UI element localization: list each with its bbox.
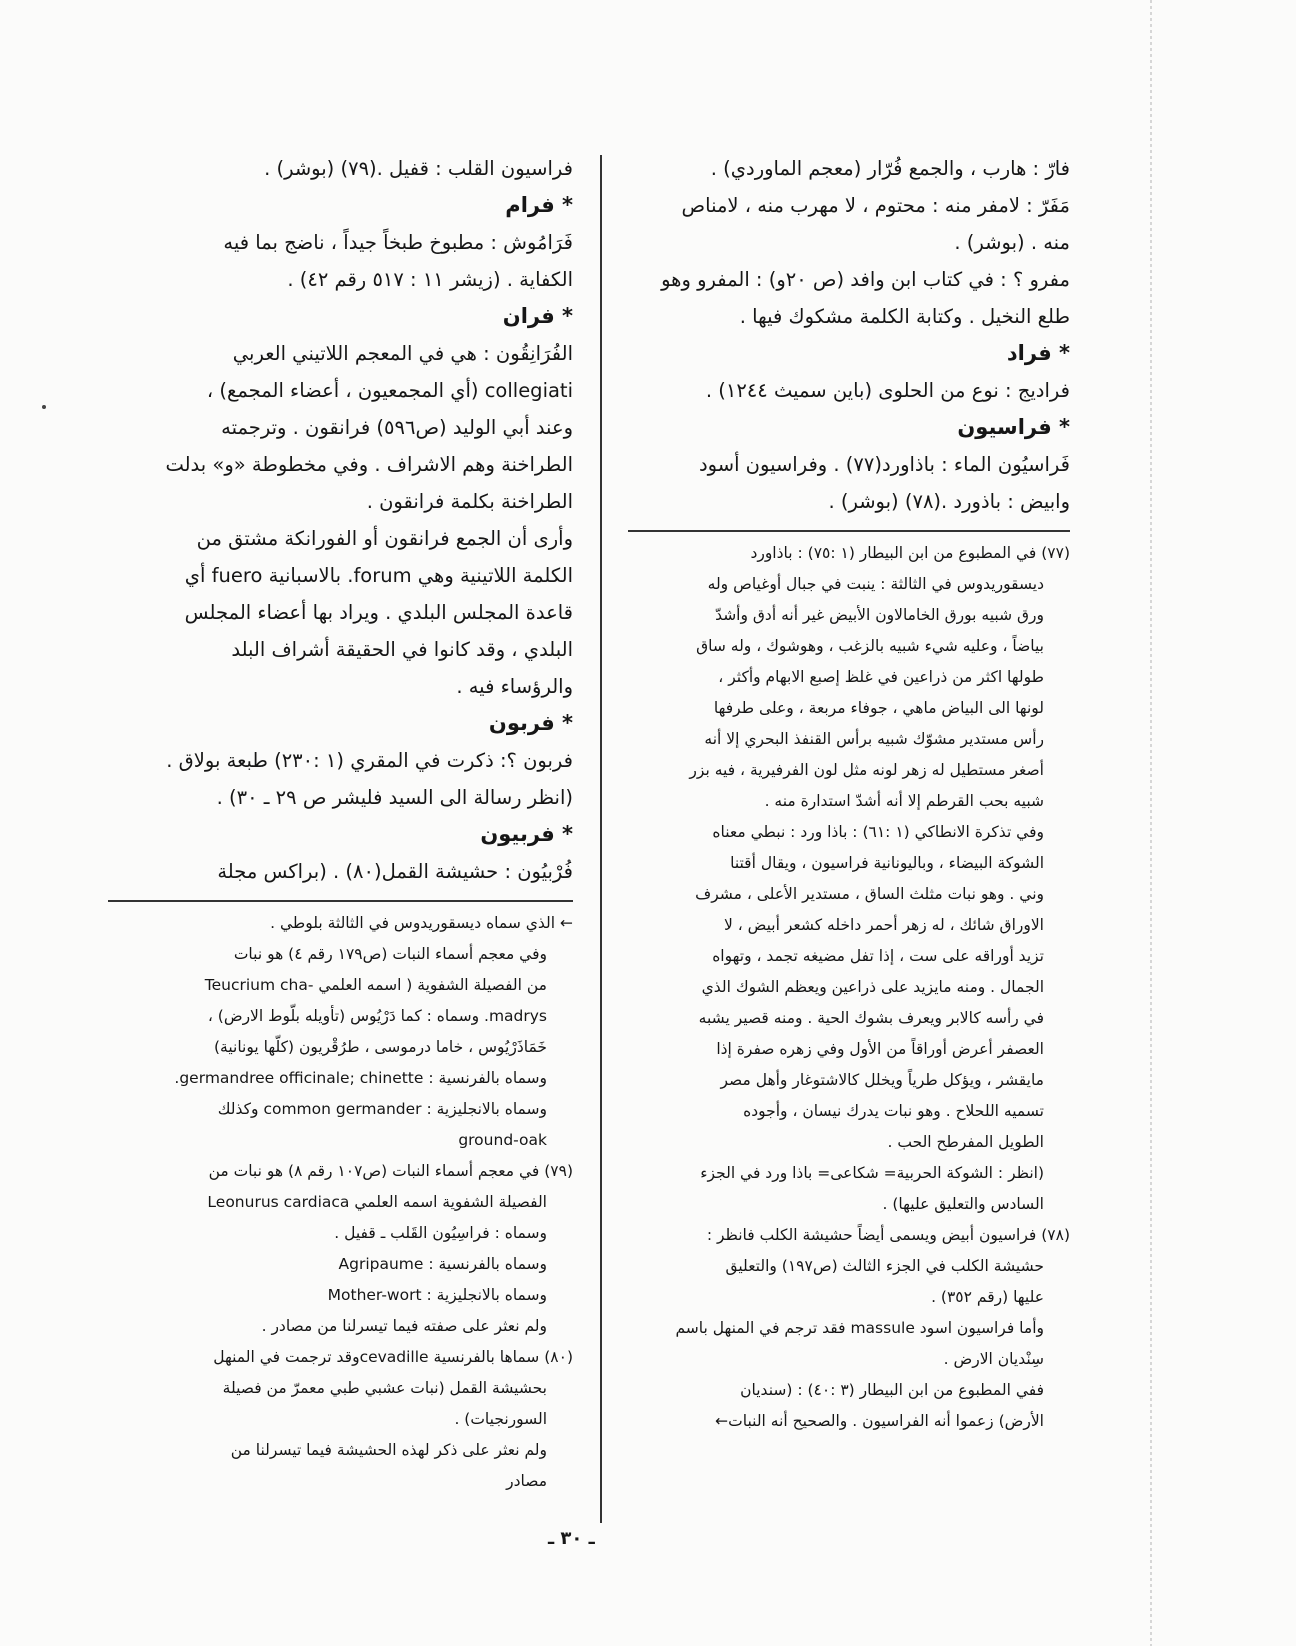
footnote-line: ديسقوريدوس في الثالثة : ينبت في جبال أوغياص وله <box>707 575 1044 593</box>
footnote-line: وسماه بالفرنسية : germandree officinale; chinette. <box>174 1069 547 1087</box>
entry-line: فارّ : هارب ، والجمع فُرّار (معجم الماوردي) . <box>710 157 1070 180</box>
footnote-line: العصفر أعرض أوراقاً من الأول وفي زهره صفرة إذا <box>716 1040 1044 1058</box>
footnote-line: في رأسه كالابر ويعرف بشوك الحية . ومنه قصير يشبه <box>698 1009 1044 1027</box>
footnote-line: (٧٨) فراسيون أبيض ويسمى أيضاً حشيشة الكلب فانظر : <box>706 1226 1070 1244</box>
entry-line: والرؤساء فيه . <box>456 675 573 698</box>
entry-line: فراسيون القلب : قفيل .(٧٩) (بوشر) . <box>264 157 573 180</box>
footnote-line: وسماه بالانجليزية : common germander وكذلك <box>217 1100 547 1118</box>
footnote-line: بياضاً ، وعليه شيء شبيه بالزغب ، وهوشوك ، وله ساق <box>696 637 1044 655</box>
footnote-line: وسماه بالفرنسية : Agripaume <box>338 1255 547 1273</box>
footnote-line: تسميه اللحلاح . وهو نبات يدرك نيسان ، وأجوده <box>743 1102 1044 1120</box>
root-heading: * فراسيون <box>957 415 1070 439</box>
root-heading: * فراد <box>1006 341 1070 365</box>
entry-line: وأرى أن الجمع فرانقون أو الفورانكة مشتق من <box>196 527 573 550</box>
root-heading: * فران <box>502 304 573 328</box>
footnote-line: الاوراق شائك ، له زهر أحمر داخله كشعر أبيض ، لا <box>723 916 1044 934</box>
right-column <box>628 150 1070 1437</box>
footnote-line: وفي معجم أسماء النبات (ص١٧٩ رقم ٤) هو نبات <box>233 945 547 963</box>
entry-line: مَفَرّ : لامفر منه : محتوم ، لا مهرب منه ، لامناص <box>681 194 1070 217</box>
root-heading: * فرام <box>505 193 573 217</box>
footnote-line: (٨٠) سماها بالفرنسية cevadilleوقد ترجمت في المنهل <box>213 1348 573 1366</box>
footnote-line: شبيه بحب القرطم إلا أنه أشدّ استدارة منه . <box>764 792 1044 810</box>
footnote-line: وني . وهو نبات مثلث الساق ، مستدير الأعلى ، مشرف <box>695 885 1044 903</box>
root-heading: * فربيون <box>480 822 573 846</box>
footnote-line: من الفصيلة الشفوية ( اسمه العلمي -Teucrium cha <box>204 976 547 994</box>
footnote-line: عليها (رقم ٣٥٢) . <box>931 1288 1044 1306</box>
entry-line: الكفاية . (زيشر ١١ : ٥١٧ رقم ٤٢) . <box>287 268 573 291</box>
entry-line: وابيض : باذورد .(٧٨) (بوشر) . <box>828 490 1070 513</box>
entry-line: مفرو ؟ : في كتاب ابن وافد (ص ٢٠و) : المفرو وهو <box>661 268 1070 291</box>
left-column <box>108 150 573 1497</box>
entry-line: فَراسيُون الماء : باذاورد(٧٧) . وفراسيون أسود <box>698 453 1070 476</box>
entry-line: الطراخنة وهم الاشراف . وفي مخطوطة «و» بدلت <box>165 453 573 476</box>
entry-line: فَرَامُوش : مطبوخ طبخاً جيداً ، ناضج بما فيه <box>223 231 573 254</box>
footnote-line: (انظر : الشوكة الحربية= شكاعى= باذا ورد في الجزء <box>700 1164 1044 1182</box>
footnote-line: الأرض) زعموا أنه الفراسيون . والصحيح أنه النبات← <box>715 1412 1044 1430</box>
entry-line: الفُرَانِقُون : هي في المعجم اللاتيني العربي <box>232 342 573 365</box>
entry-line: (انظر رسالة الى السيد فليشر ص ٢٩ ـ ٣٠) . <box>216 786 573 809</box>
root-heading: * فربون <box>488 711 573 735</box>
footnote-line: ولم نعثر على صفته فيما تيسرلنا من مصادر . <box>261 1317 547 1335</box>
footnote-line: حشيشة الكلب في الجزء الثالث (ص١٩٧) والتعليق <box>725 1257 1044 1275</box>
footnote-line: (٧٧) في المطبوع من ابن البيطار (١ :٧٥) : باذاورد <box>750 544 1070 562</box>
footnote-line: (٧٩) في معجم أسماء النبات (ص١٠٧ رقم ٨) هو نبات من <box>208 1162 573 1180</box>
page-edge <box>1150 0 1152 1646</box>
entry-line: فُرْبيُون : حشيشة القمل(٨٠) . (براكس مجلة <box>217 860 573 883</box>
footnote-line: madrys. وسماه : كما دَرْيُوس (تأويله بلّوط الارض) ، <box>207 1007 547 1025</box>
entry-line: طلع النخيل . وكتابة الكلمة مشكوك فيها . <box>739 305 1070 328</box>
column-divider <box>600 155 602 1523</box>
page-number: ـ ٣٠ ـ <box>548 1528 595 1549</box>
footnote-line: الجمال . ومنه مايزيد على ذراعين ويعظم الشوك الذي <box>701 978 1044 996</box>
footnote-line: ولم نعثر على ذكر لهذه الحشيشة فيما تيسرلنا من <box>230 1441 547 1459</box>
footnote-line: الشوكة البيضاء ، وباليونانية فراسيون ، ويقال أقتنا <box>730 854 1044 872</box>
footnote-line: مايقشر ، ويؤكل طرياً ويخلل كالاشتوغار وأهل مصر <box>720 1071 1044 1089</box>
footnote-line: ورق شبيه بورق الخامالاون الأبيض غير أنه أدق وأشدّ <box>715 606 1044 624</box>
footnote-line: ففي المطبوع من ابن البيطار (٣ :٤٠) : (سنديان <box>740 1381 1044 1399</box>
footnote-line: لونها الى البياض ماهي ، جوفاء مربعة ، وعلى طرفها <box>713 699 1044 717</box>
footnote-line: وسماه : فراسِيُون القَلب ـ قفيل . <box>334 1224 547 1242</box>
footnote-line: السورنجيات) . <box>454 1410 547 1428</box>
footnote-line: السادس والتعليق عليها) . <box>882 1195 1044 1213</box>
footnote-line: طولها اكثر من ذراعين في غلظ إصبع الابهام وأكثر ، <box>718 668 1044 686</box>
footnote-line: سِنْديان الارض . <box>943 1350 1044 1368</box>
footnote-line: رأس مستدير مشوّك شبيه برأس القنفذ البحري إلا أنه <box>704 730 1044 748</box>
footnote-line: ← الذي سماه ديسقوريدوس في الثالثة بلوطي . <box>270 914 573 932</box>
footnote-divider <box>628 530 1070 532</box>
footnote-line: تزيد أوراقه على ست ، إذا تفل مضيغه تجمد ، وتهواه <box>712 947 1044 965</box>
footnote-line: وأما فراسيون اسود massule فقد ترجم في المنهل باسم <box>675 1319 1044 1337</box>
footnote-line: ground-oak <box>458 1131 547 1149</box>
footnote-line: أصغر مستطيل له زهر لونه مثل لون الفرفيرية ، فيه بزر <box>689 761 1044 779</box>
footnote-line: الفصيلة الشفوية اسمه العلمي Leonurus cardiaca <box>207 1193 547 1211</box>
footnote-line: وفي تذكرة الانطاكي (١ :٦١) : باذا ورد : نبطي معناه <box>712 823 1044 841</box>
entry-line: collegiati (أي المجمعيون ، أعضاء المجمع) ، <box>206 379 573 402</box>
footnote-line: مصادر <box>506 1472 547 1490</box>
entry-line: فراديج : نوع من الحلوى (باين سميث ١٢٤٤) . <box>705 379 1070 402</box>
footnote-line: بحشيشة القمل (نبات عشبي طبي معمرّ من فصيلة <box>222 1379 547 1397</box>
footnote-line: خَمَاذَرْيُوس ، خاما درموسى ، طرُقْريون (كلّها يونانية) <box>213 1038 547 1056</box>
entry-line: منه . (بوشر) . <box>954 231 1070 254</box>
footnote-line: الطويل المفرطح الحب . <box>887 1133 1044 1151</box>
footnote-line: وسماه بالانجليزية : Mother-wort <box>327 1286 547 1304</box>
footnote-divider <box>108 900 573 902</box>
entry-line: الكلمة اللاتينية وهي forum. بالاسبانية fuero أي <box>184 564 573 587</box>
entry-line: قاعدة المجلس البلدي . ويراد بها أعضاء المجلس <box>184 601 573 624</box>
entry-line: الطراخنة بكلمة فرانقون . <box>366 490 573 513</box>
entry-line: البلدي ، وقد كانوا في الحقيقة أشراف البلد <box>231 638 573 661</box>
entry-line: وعند أبي الوليد (ص٥٩٦) فرانقون . وترجمته <box>221 416 573 439</box>
entry-line: فربون ؟: ذكرت في المقري (١ :٢٣٠) طبعة بولاق . <box>166 749 573 772</box>
scan-speck <box>42 405 46 409</box>
